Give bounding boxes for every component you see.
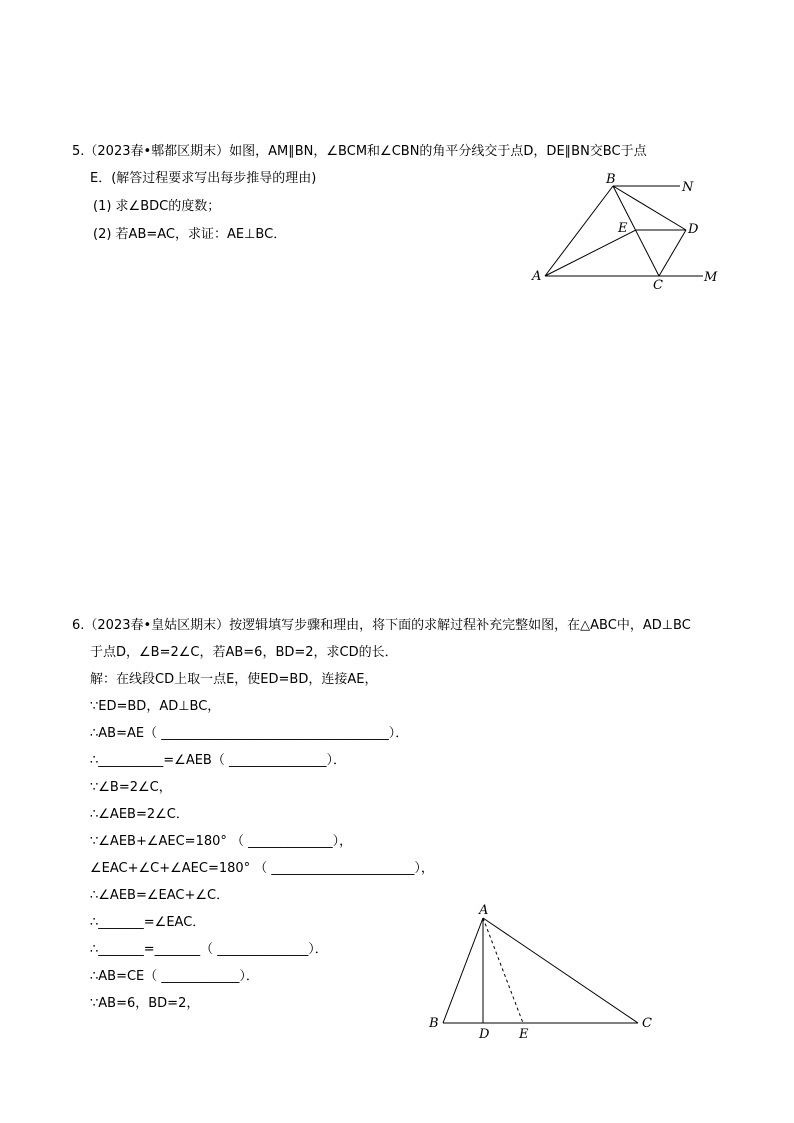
problem5-stem-line2: E．(解答过程要求写出每步推导的理由) <box>90 171 317 186</box>
label-B: B <box>429 1016 439 1031</box>
label-A: A <box>479 903 489 918</box>
problem6-step: ∴__________=∠AEB（ _______________）． <box>90 753 346 768</box>
label-D: D <box>479 1027 490 1042</box>
problem6-step: ∵∠AEB+∠AEC=180° （ _____________）， <box>90 834 353 849</box>
segment-ab <box>443 918 483 1023</box>
segment-ac <box>483 918 638 1023</box>
problem6-step: ∵ED=BD，AD⊥BC， <box>90 699 221 714</box>
problem6-step: ∴AB=AE（ ___________________________________）． <box>90 726 409 741</box>
problem5-stem-line1: 5.（2023春•郫都区期末）如图，AM∥BN，∠BCM和∠CBN的角平分线交于点D，DE∥BN交BC于点 <box>72 144 647 159</box>
problem5-figure <box>520 170 740 295</box>
label-B: B <box>606 172 616 187</box>
problem6-step: ∴_______=_______（ ______________）． <box>90 942 328 957</box>
problem5-question2: (2) 若AB=AC，求证：AE⊥BC． <box>93 227 287 242</box>
problem6-stem-line2: 于点D，∠B=2∠C，若AB=6，BD=2，求CD的长． <box>90 645 398 660</box>
label-N: N <box>682 180 694 195</box>
problem6-stem-line1: 6.（2023春•皇姑区期末）按逻辑填写步骤和理由，将下面的求解过程补充完整如图，在△ABC中，AD⊥BC <box>72 618 691 633</box>
label-D: D <box>688 222 699 237</box>
label-E: E <box>618 221 628 236</box>
problem5-question1: (1) 求∠BDC的度数； <box>93 199 221 214</box>
problem6-figure <box>420 895 670 1045</box>
problem6-step: ∴_______=∠EAC． <box>90 915 206 930</box>
label-C: C <box>653 278 663 293</box>
problem6-step: 解：在线段CD上取一点E，使ED=BD，连接AE， <box>90 672 378 687</box>
segment-ab <box>545 186 613 276</box>
problem6-step: ∵∠B=2∠C， <box>90 780 172 795</box>
segment-cd <box>659 230 686 276</box>
problem6-step: ∵AB=6，BD=2， <box>90 996 200 1011</box>
problem6-step: ∴AB=CE（ ____________）． <box>90 969 259 984</box>
problem6-step: ∠EAC+∠C+∠AEC=180° （ ______________________）， <box>90 861 434 876</box>
label-M: M <box>704 270 718 285</box>
problem6-step: ∴∠AEB=∠EAC+∠C． <box>90 888 230 903</box>
label-E: E <box>519 1027 529 1042</box>
segment-ae-dashed <box>483 918 523 1023</box>
label-C: C <box>642 1016 652 1031</box>
segment-ae <box>545 230 636 276</box>
label-A: A <box>532 269 542 284</box>
problem6-step: ∴∠AEB=2∠C． <box>90 807 189 822</box>
